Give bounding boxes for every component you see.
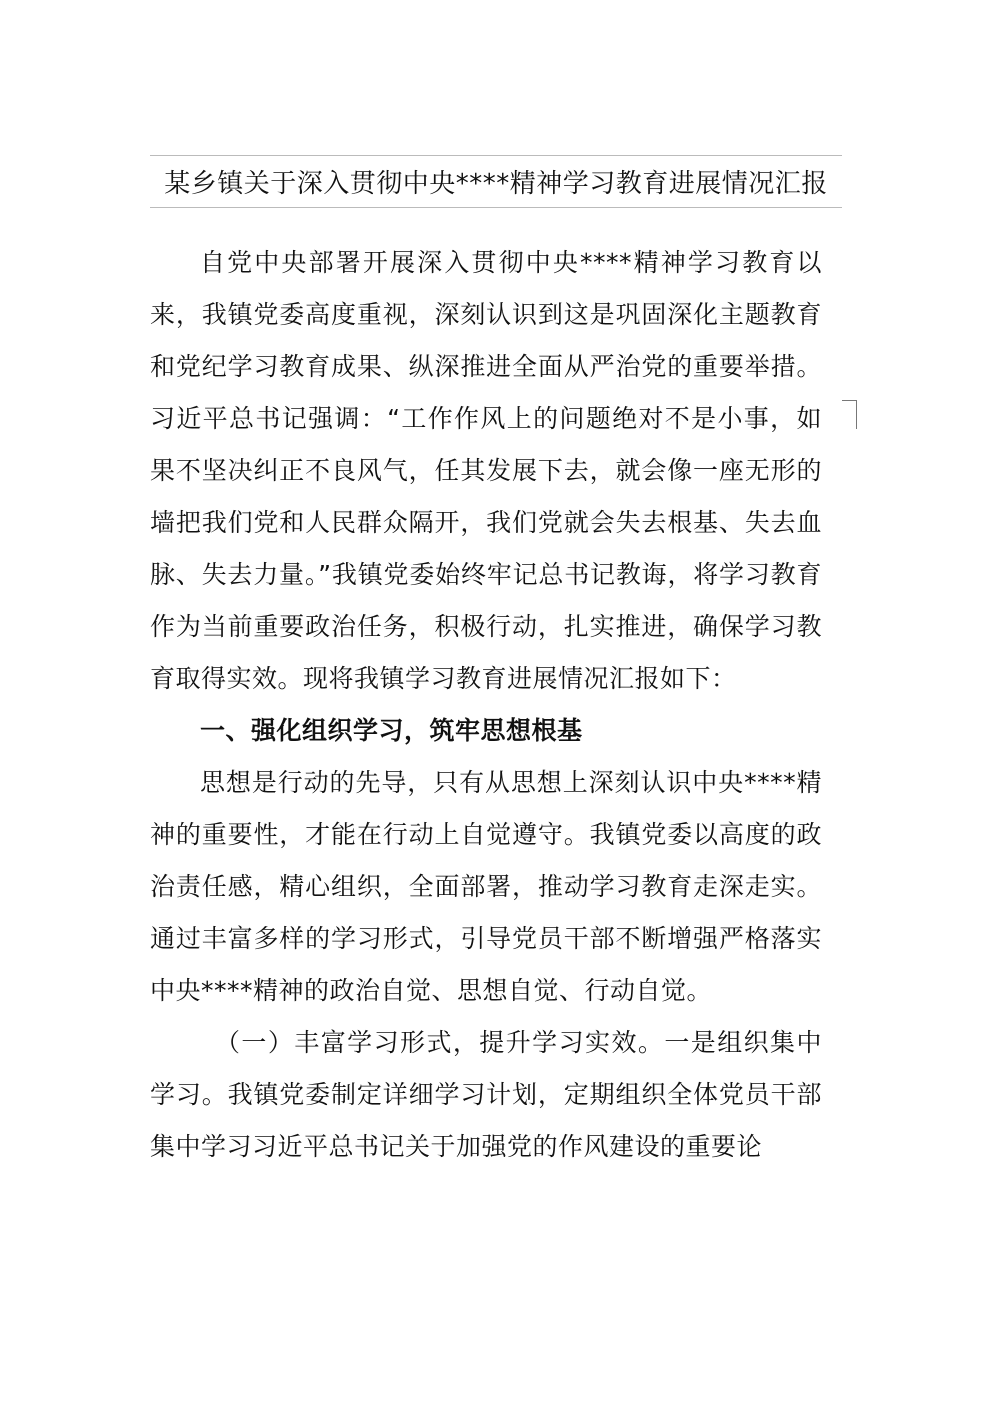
title-bottom-rule [150,207,842,208]
title-top-rule [150,155,842,156]
section-heading: 一、强化组织学习，筑牢思想根基 [200,716,583,745]
document-body [150,237,822,1173]
subsection-paragraph: （一）丰富学习形式，提升学习实效。一是组织集中学习。我镇党委制定详细学习计划，定期组织全体党员干部集中学习习近平总书记关于加强党的作风建设的重要论 [150,1028,822,1161]
document-title: 某乡镇关于深入贯彻中央****精神学习教育进展情况汇报 [164,169,828,199]
margin-corner-mark [842,400,857,429]
intro-paragraph: 自党中央部署开展深入贯彻中央****精神学习教育以来，我镇党委高度重视，深刻认识到这是巩固深化主题教育和党纪学习教育成果、纵深推进全面从严治党的重要举措。习近平总书记强调：“工作作风上的问题绝对不是小事，如果不坚决纠正不良风气，任其发展下去，就会像一座无形的墙把我们党和人民群众隔开，我们党就会失去根基、失去血脉、失去力量。”我镇党委始终牢记总书记教诲，将学习教育作为当前重要政治任务，积极行动，扎实推进，确保学习教育取得实效。现将我镇学习教育进展情况汇报如下： [150,248,822,693]
section-paragraph: 思想是行动的先导，只有从思想上深刻认识中央****精神的重要性，才能在行动上自觉遵守。我镇党委以高度的政治责任感，精心组织，全面部署，推动学习教育走深走实。通过丰富多样的学习形式，引导党员干部不断增强严格落实中央****精神的政治自觉、思想自觉、行动自觉。 [150,768,822,1005]
